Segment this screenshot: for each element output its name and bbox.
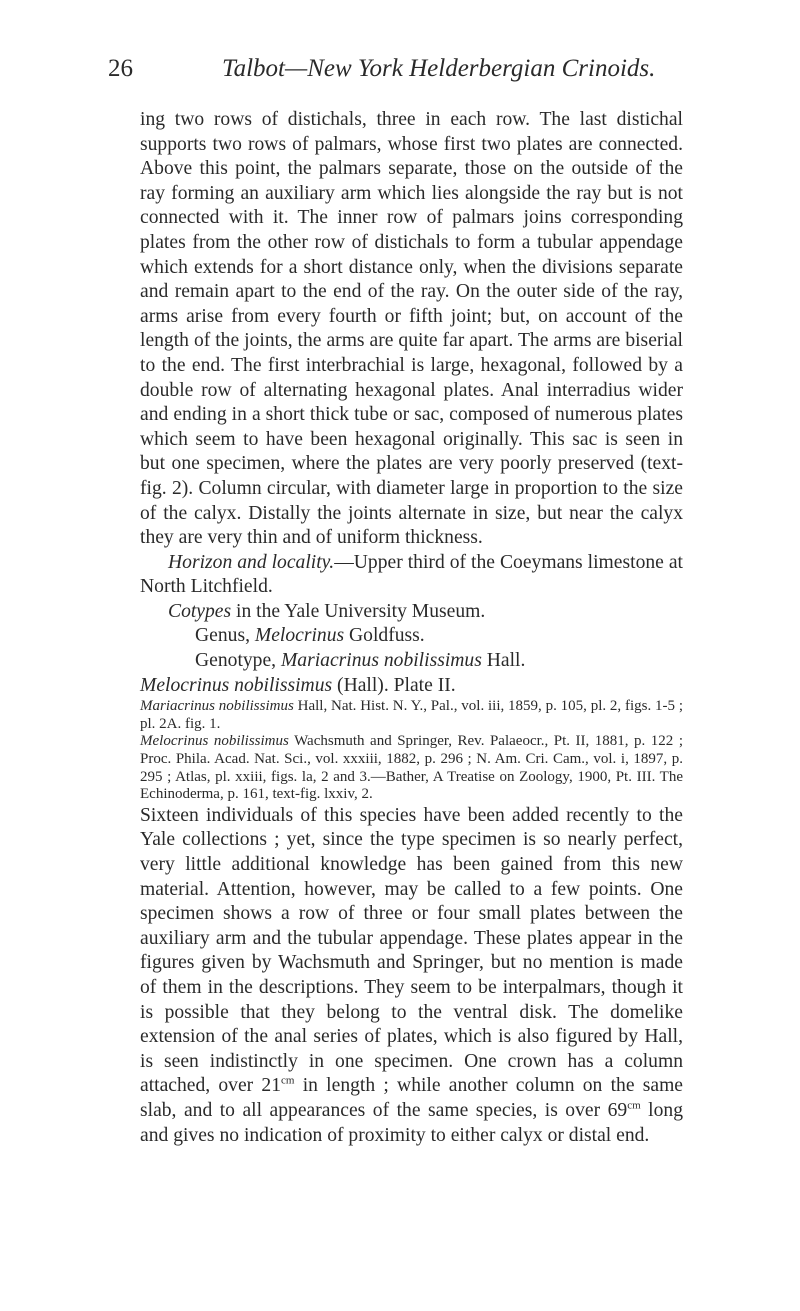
cotypes-paragraph	[140, 600, 683, 625]
reference-entry	[140, 733, 683, 803]
discussion-text-1: Sixteen individuals of this species have been added recently to the Yale collections ; yet, since the type specimen is so nearly perfect, very little additional knowledge has been gained from this new material. Attention, however, may be called to a few points. One specimen shows a row of three or four small plates between the auxiliary arm and the tubular appendage. These plates appear in the figures given by Wachsmuth and Springer, but no mention is made of them in the descriptions. They seem to be interpalmars, though it is possible that they belong to the ventral disk. The domelike extension of the anal series of plates, which is also figured by Hall, is seen indistinctly in one specimen. One crown has a column attached, over 21	[140, 804, 683, 1097]
reference-taxon: Mariacrinus nobilissimus	[140, 698, 294, 715]
genus-heading	[140, 624, 683, 649]
discussion-text-2: in length ; while another column on the same slab, and to all appearances of the same species, is over 69	[140, 1075, 684, 1121]
genus-author: Goldfuss.	[344, 625, 425, 647]
genotype-heading	[140, 649, 683, 674]
running-title: Talbot—New York Helderbergian Crinoids.	[222, 55, 656, 82]
page-body	[140, 108, 683, 1148]
reference-entry	[140, 698, 683, 733]
species-author: (Hall). Plate II.	[332, 674, 456, 696]
page-header	[108, 52, 678, 86]
description-paragraph: ing two rows of distichals, three in each row. The last distichal supports two rows of palmars, whose first two plates are connected. Above this point, the palmars separate, those on the outside of the ray forming an auxiliary arm which lies alongside the ray but is not connected with it. The inner row of palmars joins corresponding plates from the other row of distichals to form a tubular appendage which extends for a short distance only, when the divisions separate and remain apart to the end of the ray. On the outer side of the ray, arms arise from every fourth or fifth joint; but, on account of the length of the joints, the arms are quite far apart. The arms are biserial to the end. The first interbrachial is large, hexagonal, followed by a double row of alternating hexagonal plates. Anal interradius wider and ending in a short thick tube or sac, composed of numerous plates which seem to have been hexagonal originally. This sac is seen in but one specimen, where the plates are very poorly preserved (text-fig. 2). Column circular, with diameter large in proportion to the size of the calyx. Distally the joints alternate in size, but near the calyx they are very thin and of uniform thickness.	[140, 109, 683, 549]
cotypes-text: in the Yale University Museum.	[231, 600, 486, 622]
genotype-prefix: Genotype,	[195, 650, 281, 672]
horizon-paragraph	[140, 551, 683, 600]
unit-superscript: cm	[627, 1099, 641, 1112]
horizon-text: —Upper third of the Coeymans limestone at North Litchfield.	[140, 551, 683, 598]
discussion-paragraph	[140, 804, 683, 1148]
genus-name: Melocrinus	[254, 625, 345, 647]
reference-citation: Hall, Nat. Hist. N. Y., Pal., vol. iii, 1859, p. 105, pl. 2, figs. 1-5 ; pl. 2A. fig. 1.	[140, 698, 683, 732]
species-heading	[140, 674, 683, 699]
cotypes-label: Cotypes	[168, 600, 232, 622]
genotype-author: Hall.	[481, 650, 526, 672]
reference-taxon: Melocrinus nobilissimus	[140, 733, 289, 750]
discussion-text-3: long and gives no indication of proximity to either calyx or distal end.	[140, 1099, 684, 1146]
unit-superscript: cm	[281, 1074, 295, 1087]
genotype-name: Mariacrinus nobilissimus	[280, 650, 482, 672]
horizon-label: Horizon and locality.	[168, 551, 335, 573]
species-name: Melocrinus nobilissimus	[140, 674, 333, 696]
page-number: 26	[108, 55, 133, 82]
reference-citation: Wachsmuth and Springer, Rev. Palaeocr., Pt. II, 1881, p. 122 ; Proc. Phila. Acad. Nat. Sci., vol. xxxiii, 1882, p. 296 ; N. Am. Cri. Cam., vol. i, 1897, p. 295 ; Atlas, pl. xxiii, figs. la, 2 and 3.—Bather, A Treatise on Zoology, 1900, Pt. III. The Echinoderma, p. 161, text-fig. lxxiv, 2.	[140, 733, 683, 803]
genus-prefix: Genus,	[195, 625, 255, 647]
